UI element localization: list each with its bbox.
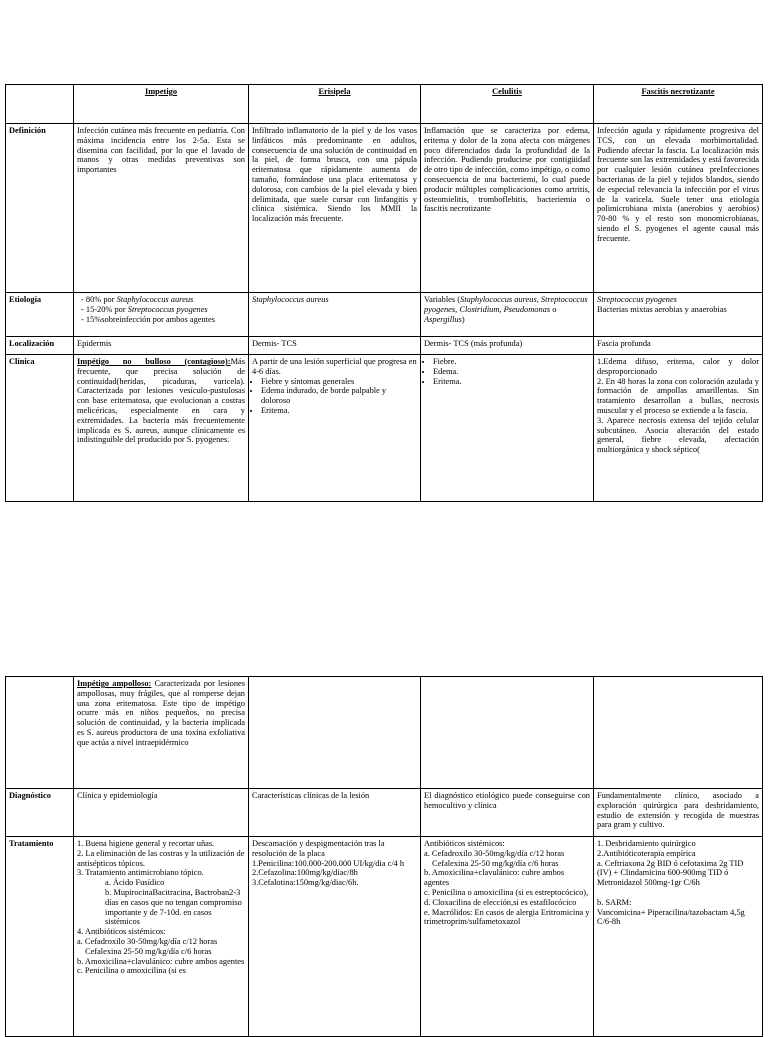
tratamiento-erisipela-line: Descamación y despigmentación tras la resolución de la placa — [252, 839, 385, 858]
localizacion-impetigo: Epidermis — [74, 337, 249, 355]
continued-empty-label — [6, 677, 74, 789]
diagnostico-impetigo: Clínica y epidemiología — [74, 789, 249, 837]
tratamiento-impetigo-line: 4. Antibióticos sistémicos: — [77, 927, 166, 937]
etiologia-item: - 15-20% por Streptococcus pyogenes — [81, 305, 245, 315]
clinica-celulitis-item: • Edema. — [433, 367, 590, 377]
header-fascitis: Fascitis necrotizante — [594, 85, 763, 124]
row-definicion — [6, 124, 763, 293]
comparison-table-top — [5, 84, 763, 502]
header-erisipela: Erisipela — [249, 85, 421, 124]
clinica-erisipela-item: • Eritema. — [261, 406, 417, 416]
clinica-celulitis-item: • Eritema. — [433, 377, 590, 387]
comparison-table-bottom — [5, 676, 763, 1037]
tratamiento-erisipela-line: 3.Cefalotina:150mg/kg/diac/6h. — [252, 878, 359, 888]
tratamiento-fascitis-line: Vancomicina+ Piperacilina/tazobactam 4,5g C/6-8h — [597, 907, 745, 927]
header-impetigo: Impetigo — [74, 85, 249, 124]
clinica-fascitis-item: 1.Edema difuso, eritema, calor y dolor desproporcionado — [597, 357, 759, 376]
definicion-erisipela: Infiltrado inflamatorio de la piel y de los vasos linfáticos más predominante en adultos, consecuencia de una solución de continuidad en la piel, de forma brusca, con una pápula eritematosa que rápidamente aumenta de tamaño, formándose una placa eritematosa y dolorosa, con cambios de la piel elevada y bien delimitada, que suele cursar con linfangitis y clínica sistémica. Siendo los MMII la localización más frecuente. — [249, 124, 421, 293]
tratamiento-erisipela — [249, 837, 421, 1037]
etiologia-impetigo — [74, 293, 249, 337]
clinica-erisipela-list — [252, 377, 417, 416]
tratamiento-celulitis-line: a. Cefadroxilo 30-50mg/kg/día c/12 horas — [424, 848, 565, 858]
diagnostico-erisipela: Características clínicas de la lesión — [249, 789, 421, 837]
row-localizacion — [6, 337, 763, 355]
tratamiento-fascitis-line: b. SARM: — [597, 897, 632, 907]
tratamiento-celulitis-line: e. Macrólidos: En casos de alergia Eritromicina y — [424, 907, 590, 917]
etiologia-fascitis: Streptococcus pyogenes Bacterias mixtas aerobias y anaerobias — [594, 293, 763, 337]
localizacion-fascitis: Fascia profunda — [594, 337, 763, 355]
row-tratamiento — [6, 837, 763, 1037]
label-definicion: Definición — [6, 124, 74, 293]
tratamiento-impetigo-line: Cefalexina 25-50 mg/kg/día c/6 horas — [85, 946, 212, 956]
etiologia-celulitis: Variables (Staphylococcus aureus, Streptococcus pyogenes, Clostridium, Pseudomonas o Aspergillus) — [421, 293, 594, 337]
row-etiologia — [6, 293, 763, 337]
tratamiento-impetigo-line: 3. Tratamiento antimicrobiano tópico. — [77, 868, 204, 878]
definicion-fascitis: Infección aguda y rápidamente progresiva del TCS, con un elevada morbimortalidad. Pudiendo afectar la fascia. La localización más frecuente son las extremidades y está favorecida por cualquier lesión cutánea preInfecciones bacterianas de la piel y tejidos blandos, siendo de especial relevancia la infección por el virus de la varicela. Suele tener una etiología polimicrobiana mixta (anerobios y aerobios) 70-80 % y el resto son monomicrobianas, siendo el S. pyogenes el agente causal más frecuente. — [594, 124, 763, 293]
organism-name: Streptococcus pyogenes — [127, 304, 208, 314]
tratamiento-celulitis-line: Cefalexina 25-50 mg/kg/día c/6 horas — [432, 858, 559, 868]
row-clinica-continued — [6, 677, 763, 789]
header-row — [6, 85, 763, 124]
tratamiento-celulitis — [421, 837, 594, 1037]
tratamiento-impetigo-line: a. Ácido Fusídico — [105, 878, 165, 888]
tratamiento-impetigo-line: 2. La eliminación de las costras y la utilización de antisépticos tópicos. — [77, 848, 245, 868]
localizacion-erisipela: Dermis- TCS — [249, 337, 421, 355]
clinica-celulitis — [421, 355, 594, 502]
clinica-celulitis-list — [424, 357, 590, 386]
continued-empty-erisipela — [249, 677, 421, 789]
clinica-celulitis-item: • Fiebre. — [433, 357, 590, 367]
clinica-impetigo: Impétigo no bulloso (contagioso):Más frecuente, que precisa solución de continuidad(heridas, picaduras, varicela). Caracterizada por lesiones vesículo-pustulosas con base eritematosa, que evolucionan a costras melicéricas, especialmente en cara y extremidades. La bacteria más frecuentemente implicada es S. aureus, aunque clínicamente es indistinguible del producido por S. pyogenes. — [74, 355, 249, 502]
tratamiento-erisipela-line: 1.Penicilina:100.000-200.000 UI/kg/dia c/4 h — [252, 858, 405, 868]
tratamiento-impetigo — [74, 837, 249, 1037]
label-etiologia: Etiología — [6, 293, 74, 337]
tratamiento-erisipela-line: 2.Cefazolina:100mg/kg/diac/8h — [252, 868, 358, 878]
clinica-fascitis-item: 2. En 48 horas la zona con coloración azulada y formación de ampollas amarillentas. Sin tratamiento desarrollan a bullas, necrosis muscular y el proceso se extiende a la fascia. — [597, 376, 759, 415]
tratamiento-impetigo-line: b. MupirocinaBacitracina, Bactroban2-3 días en casos que no tengan compromiso importante y de 7-10d. en casos sistémicos — [105, 887, 242, 927]
tratamiento-celulitis-line: b. Amoxicilina+clavulánico: cubre ambos agentes — [424, 868, 565, 888]
tratamiento-fascitis-line: a. Ceftriaxona 2g BID ó cefotaxima 2g TID (IV) + Clindamicina 600-900mg TID ó Metronidazol 500mg-1gr C/6h — [597, 858, 744, 888]
continued-empty-celulitis — [421, 677, 594, 789]
diagnostico-celulitis: El diagnóstico etiológico puede conseguirse con hemocultivo y clínica — [421, 789, 594, 837]
etiologia-item: - 80% por Staphylococcus aureus — [81, 295, 245, 305]
tratamiento-fascitis-line — [597, 888, 759, 898]
label-clinica: Clínica — [6, 355, 74, 502]
definicion-impetigo: Infección cutánea más frecuente en pediatría. Con máxima incidencia entre los 2-5a. Esta se disemina con facilidad, por lo que el lavado de manos y otras medidas preventivas son importantes — [74, 124, 249, 293]
row-diagnostico — [6, 789, 763, 837]
continued-empty-fascitis — [594, 677, 763, 789]
etiologia-item: - 15%sobreinfección por ambos agentes — [81, 315, 245, 325]
label-diagnostico: Diagnóstico — [6, 789, 74, 837]
clinica-impetigo-ampolloso: Impétigo ampolloso: Caracterizada por lesiones ampollosas, muy frágiles, que al romperse dejan una zona eritematosa. Este tipo de impétigo ocurre más en niños pequeños, no precisa solución de continuidad, y la bacteria implicada es S. aureus productora de una toxina exfoliativa que actúa a nivel intraepidérmico — [74, 677, 249, 789]
tratamiento-impetigo-line: a. Cefadroxilo 30-50mg/kg/día c/12 horas — [77, 936, 218, 946]
organism-name: Staphylococcus aureus — [116, 295, 194, 304]
etiologia-impetigo-list — [77, 295, 245, 324]
clinica-erisipela: A partir de una lesión superficial que progresa en 4-6 días. • Fiebre y síntomas generales • Edema indurado, de borde palpable y doloroso • Eritema. — [249, 355, 421, 502]
tratamiento-impetigo-line: 1. Buena higiene general y recortar uñas. — [77, 839, 215, 848]
row-clinica — [6, 355, 763, 502]
clinica-erisipela-item: • Fiebre y síntomas generales — [261, 377, 417, 387]
clinica-erisipela-item: • Edema indurado, de borde palpable y doloroso — [261, 386, 417, 406]
tratamiento-fascitis-line: 1. Desbridamiento quirúrgico — [597, 839, 696, 848]
tratamiento-celulitis-line: c. Penicilina o amoxicilina (si es estreptocócico), — [424, 887, 589, 897]
header-celulitis: Celulitis — [421, 85, 594, 124]
tratamiento-celulitis-line: trimetroprim/sulfametoxazol — [424, 917, 521, 927]
tratamiento-celulitis-line: d. Cloxacilina de elección,si es estafilocócico — [424, 897, 577, 907]
clinica-fascitis — [594, 355, 763, 502]
header-empty-cell — [6, 85, 74, 124]
tratamiento-celulitis-line: Antibióticos sistémicos: — [424, 839, 505, 848]
tratamiento-impetigo-line: c. Penicilina o amoxicilina (si es — [77, 966, 186, 976]
tratamiento-fascitis-line: 2.Antibióticoterapia empírica — [597, 848, 696, 858]
clinica-fascitis-item: 3. Aparece necrosis extensa del tejido celular subcutáneo. Asocia alteración del estado general, fiebre elevada, afectación multiorgánica y shock séptico( — [597, 415, 759, 455]
diagnostico-fascitis: Fundamentalmente clínico, asociado a exploración quirúrgica para desbridamiento, estudio de extensión y recogida de muestras para gram y cultivo. — [594, 789, 763, 837]
tratamiento-impetigo-line: b. Amoxicilina+clavulánico: cubre ambos agentes — [77, 956, 245, 966]
label-localizacion: Localización — [6, 337, 74, 355]
localizacion-celulitis: Dermis- TCS (más profunda) — [421, 337, 594, 355]
etiologia-erisipela: Staphylococcus aureus — [249, 293, 421, 337]
label-tratamiento: Tratamiento — [6, 837, 74, 1037]
definicion-celulitis: Inflamación que se caracteriza por edema, eritema y dolor de la zona afecta con márgenes poco diferenciados dada la profundidad de la infección. Pudiendo producirse por contigüidad de otro tipo de infección, como impétigo, o como consecuencia de una bacteriemi, lo cual puede producir múltiples complicaciones como artritis, osteomielitis, tromboflebitis, bacteriemia o fascitis necrotizante — [421, 124, 594, 293]
tratamiento-fascitis — [594, 837, 763, 1037]
